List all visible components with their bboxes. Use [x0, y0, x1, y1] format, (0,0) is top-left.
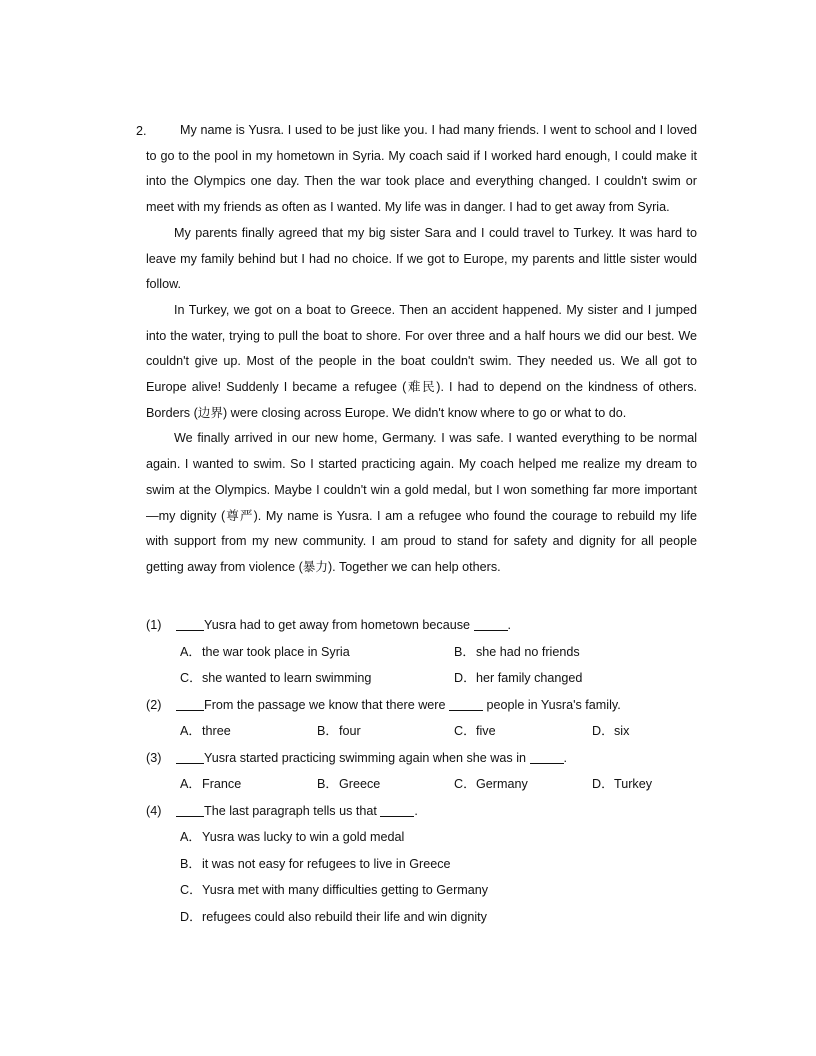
option-letter: D． — [592, 777, 614, 791]
sub-question-number: (2) — [146, 697, 162, 712]
option-text: France — [202, 777, 242, 791]
option-c[interactable] — [454, 771, 528, 798]
question-stem — [146, 692, 706, 719]
question-text — [176, 798, 418, 825]
option-letter: A． — [180, 644, 201, 659]
option-letter: B． — [317, 777, 338, 791]
option-text: Turkey — [614, 777, 653, 791]
fill-blank — [449, 696, 483, 711]
option-a[interactable] — [180, 718, 231, 745]
question-text-part: . — [414, 803, 418, 818]
sub-question-number: (4) — [146, 803, 162, 818]
passage-paragraph: We finally arrived in our new home, Germany. I was safe. I wanted everything to be normal again. I wanted to swim. So I started practicing again. My coach helped me realize my dream to swim at the Olympics. Maybe I couldn't win a gold medal, but I won something far more important—my dignity (尊严). My name is Yusra. I am a refugee who found the courage to rebuild my life with support from my new community. I am proud to stand for safety and dignity for all people getting away from violence (暴力). Together we can help others. — [146, 431, 697, 574]
fill-blank — [530, 749, 564, 764]
option-b[interactable] — [180, 851, 451, 878]
fill-blank — [474, 616, 508, 631]
option-d[interactable] — [454, 665, 582, 692]
option-b[interactable] — [454, 639, 580, 666]
option-row — [146, 904, 706, 931]
option-row — [146, 877, 706, 904]
option-text: refugees could also rebuild their life and win dignity — [202, 909, 487, 924]
answer-blank[interactable] — [176, 749, 204, 764]
option-letter: C． — [180, 883, 202, 897]
question-list — [146, 612, 706, 930]
option-text: three — [202, 724, 231, 738]
option-letter: C． — [180, 671, 202, 685]
question-number: 2. — [136, 124, 147, 138]
question-stem — [146, 745, 706, 772]
question-text-part: . — [563, 750, 567, 765]
option-a[interactable] — [180, 824, 404, 851]
option-letter: B． — [454, 644, 475, 659]
option-letter: B． — [317, 724, 338, 738]
option-text: her family changed — [476, 671, 583, 685]
option-letter: D． — [180, 909, 202, 924]
option-letter: C． — [454, 724, 476, 738]
option-d[interactable] — [180, 904, 487, 931]
option-text: she had no friends — [476, 644, 580, 659]
option-d[interactable] — [592, 718, 629, 745]
option-text: Yusra was lucky to win a gold medal — [202, 830, 405, 844]
option-row — [146, 851, 706, 878]
question-text-part: The last paragraph tells us that — [204, 803, 381, 818]
option-letter: C． — [454, 777, 476, 791]
option-text: four — [339, 724, 361, 738]
option-letter: D． — [592, 724, 614, 738]
option-text: Germany — [476, 777, 528, 791]
option-a[interactable] — [180, 639, 350, 666]
option-c[interactable] — [454, 718, 496, 745]
option-text: she wanted to learn swimming — [202, 671, 372, 685]
option-letter: A． — [180, 724, 201, 738]
fill-blank — [380, 802, 414, 817]
option-c[interactable] — [180, 665, 371, 692]
reading-passage — [146, 118, 697, 581]
question-stem — [146, 798, 706, 825]
option-letter: B． — [180, 856, 201, 871]
option-letter: D． — [454, 671, 476, 685]
question-text-part: people in Yusra's family. — [483, 697, 621, 712]
option-row — [146, 718, 706, 745]
option-row — [146, 639, 706, 666]
question-text — [176, 692, 621, 719]
passage-paragraph: In Turkey, we got on a boat to Greece. Then an accident happened. My sister and I jumped into the water, trying to pull the boat to shore. For over three and a half hours we did our best. We couldn't give up. Most of the people in the boat couldn't swim. They needed us. We all got to Europe alive! Suddenly I became a refugee (难民). I had to depend on the kindness of others. Borders (边界) were closing across Europe. We didn't know where to go or what to do. — [146, 302, 697, 420]
answer-blank[interactable] — [176, 696, 204, 711]
option-b[interactable] — [317, 771, 380, 798]
option-letter: A． — [180, 777, 201, 791]
option-text: it was not easy for refugees to live in Greece — [202, 856, 451, 871]
option-a[interactable] — [180, 771, 241, 798]
option-text: five — [476, 724, 496, 738]
question-stem — [146, 612, 706, 639]
question-text-part: . — [507, 618, 512, 632]
question-text — [176, 745, 567, 772]
question-text-part: Yusra started practicing swimming again when she was in — [204, 750, 530, 765]
option-row — [146, 824, 706, 851]
option-c[interactable] — [180, 877, 488, 904]
option-text: the war took place in Syria — [202, 644, 350, 659]
question-text — [176, 612, 511, 639]
option-text: Yusra met with many difficulties getting to Germany — [202, 883, 489, 897]
question-text-part: Yusra had to get away from hometown because — [204, 618, 474, 632]
sub-question-number: (1) — [146, 618, 162, 632]
question-text-part: From the passage we know that there were — [204, 697, 450, 712]
passage-paragraph: My parents finally agreed that my big sister Sara and I could travel to Turkey. It was hard to leave my family behind but I had no choice. If we got to Europe, my parents and little sister would follow. — [146, 225, 697, 292]
answer-blank[interactable] — [176, 802, 204, 817]
option-row — [146, 771, 706, 798]
option-row — [146, 665, 706, 692]
passage-paragraph: My name is Yusra. I used to be just like you. I had many friends. I went to school and I loved to go to the pool in my hometown in Syria. My coach said if I worked hard enough, I could make it into the Olympics one day. Then the war took place and everything changed. I couldn't swim or meet with my friends as often as I wanted. My life was in danger. I had to get away from Syria. — [146, 123, 697, 215]
option-letter: A． — [180, 830, 201, 844]
answer-blank[interactable] — [176, 616, 204, 631]
option-b[interactable] — [317, 718, 361, 745]
option-d[interactable] — [592, 771, 652, 798]
option-text: six — [614, 724, 630, 738]
sub-question-number: (3) — [146, 750, 162, 765]
option-text: Greece — [339, 777, 381, 791]
